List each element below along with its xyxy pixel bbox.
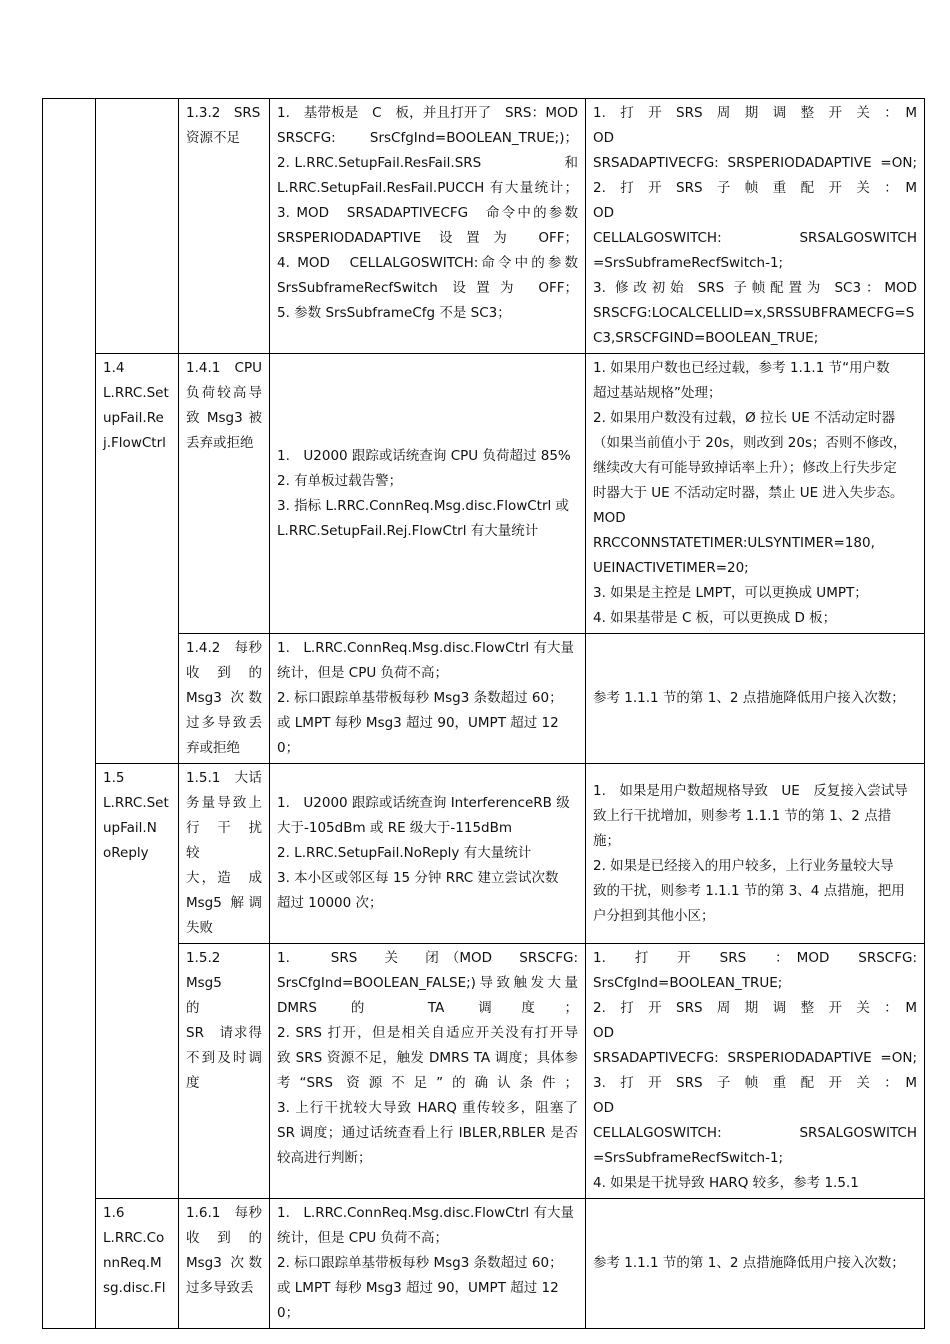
text-line: 较高进行判断； [277, 1150, 372, 1166]
text-line: 收 到 的 [186, 665, 262, 681]
outer-blank-cell [43, 99, 96, 1329]
text-line: 丢弃或拒绝 [186, 435, 254, 451]
text-line: 4. 如果基带是 C 板，可以更换成 D 板； [593, 610, 837, 626]
text-line: 2. L.RRC.SetupFail.ResFail.SRS 和 [277, 155, 578, 171]
text-line: 2. 如果是已经接入的用户较多，上行业务量较大导 [593, 857, 894, 874]
text-line: 过多导致丢 [186, 1280, 254, 1296]
text-line: 1.5.2 [186, 950, 221, 966]
text-line: 1. U2000 跟踪或话统查询 InterferenceRB 级 [277, 795, 570, 811]
text-line: 1. L.RRC.ConnReq.Msg.disc.FlowCtrl 有大量 [277, 640, 574, 656]
text-line: 2. 打 开 SRS 周 期 调 整 开 关 ： MOD [593, 1000, 917, 1041]
text-line: 致 SRS 资源不足，触发 DMRS TA 调度；具体参 [277, 1050, 578, 1066]
text-line: SRSCFG:LOCALCELLID=x,SRSSUBFRAMECFG=S [593, 305, 915, 321]
text-line: 2. 打 开 SRS 子 帧 重 配 开 关 ： MOD [593, 180, 917, 221]
text-line: 2. 如果用户数没有过载，Ø 拉长 UE 不活动定时器 [593, 410, 896, 426]
text-line: SR 调度；通过话统查看上行 IBLER,RBLER 是否 [277, 1125, 578, 1141]
text-line: Msg3 次数 [186, 1255, 262, 1271]
text-line: Msg3 次数 [186, 690, 262, 706]
text-line: 4. MOD CELLALGOSWITCH:命令中的参数 [277, 255, 578, 271]
condition-cell [270, 99, 586, 354]
condition-cell [270, 1199, 586, 1329]
text-line: （如果当前值小于 20s，则改到 20s；否则不修改， [593, 435, 907, 451]
text-line: 资源不足 [186, 130, 240, 146]
text-line: 参考 1.1.1 节的第 1、2 点措施降低用户接入次数； [593, 1255, 905, 1271]
text-line: 3. 如果是主控是 LMPT，可以更换成 UMPT； [593, 585, 868, 601]
text-line: 行 干 扰 较 [186, 820, 276, 861]
text-line: 1.3.2 SRS [186, 105, 261, 121]
text-line: 大于-105dBm 或 RE 级大于-115dBm [277, 820, 513, 836]
text-line: 或 LMPT 每秒 Msg3 超过 90，UMPT 超过 120； [277, 1280, 559, 1321]
text-line: L.RRC.Co [103, 1230, 165, 1246]
condition-cell [270, 634, 586, 764]
text-line: 弃或拒绝 [186, 740, 240, 756]
issue-cell [179, 764, 276, 944]
text-line: DMRS 的 TA 调度； [277, 1000, 578, 1016]
text-line: 2. 有单板过载告警； [277, 472, 403, 489]
text-line: upFail.N [103, 820, 157, 836]
text-line: 超过 10000 次； [277, 895, 383, 911]
table-row [43, 99, 925, 354]
text-line: 不到及时调 [186, 1050, 262, 1066]
text-line: SrsSubframeRecfSwitch 设置为 OFF； [277, 280, 578, 296]
action-cell [586, 354, 925, 634]
action-cell [586, 99, 925, 354]
text-line: 统计，但是 CPU 负荷不高； [277, 1230, 449, 1246]
text-line: 致的干扰，则参考 1.1.1 节的第 3、4 点措施，把用 [593, 882, 905, 899]
text-line: j.FlowCtrl [103, 435, 166, 451]
text-line: 1. L.RRC.ConnReq.Msg.disc.FlowCtrl 有大量 [277, 1205, 574, 1221]
condition-cell [270, 764, 586, 944]
text-line: 3. 上行干扰较大导致 HARQ 重传较多，阻塞了 [277, 1100, 578, 1116]
text-line: 1.5.1 大话 [186, 770, 262, 786]
text-line: 度 [186, 1075, 200, 1091]
text-line: 参考 1.1.1 节的第 1、2 点措施降低用户接入次数； [593, 690, 905, 706]
text-line: 负荷较高导 [186, 385, 262, 401]
text-line: L.RRC.SetupFail.ResFail.PUCCH 有大量统计； [277, 180, 578, 196]
text-line: Msg5 的 [186, 975, 249, 1016]
text-line: 1. 打 开 SRS ： MOD SRSCFG: [593, 950, 917, 966]
text-line: 致上行干扰增加，则参考 1.1.1 节的第 1、2 点措施； [593, 807, 892, 849]
text-line: 务量导致上 [186, 795, 262, 811]
text-line: 5. 参数 SrsSubframeCfg 不是 SC3； [277, 305, 511, 321]
issue-cell [179, 99, 270, 354]
text-line: Msg5 解调 [186, 895, 262, 911]
text-line: 1. 如果用户数也已经过载，参考 1.1.1 节“用户数 [593, 360, 890, 376]
text-line: 3. 指标 L.RRC.ConnReq.Msg.disc.FlowCtrl 或 [277, 497, 570, 514]
issue-cell [179, 634, 270, 764]
text-line: MOD [593, 510, 626, 526]
condition-cell [270, 944, 586, 1199]
text-line: 3. 打 开 SRS 子 帧 重 配 开 关 ： MOD [593, 1075, 917, 1116]
text-line: =SrsSubframeRecfSwitch-1; [593, 1150, 784, 1166]
level1-cell-blank [96, 99, 179, 354]
text-line: SR 请求得 [186, 1025, 262, 1041]
text-line: SRSPERIODADAPTIVE 设置为 OFF； [277, 230, 578, 246]
text-line: L.RRC.Set [103, 795, 169, 811]
table-row [43, 354, 925, 634]
text-line: SrsCfgInd=BOOLEAN_TRUE; [593, 975, 783, 991]
text-line: C3,SRSCFGIND=BOOLEAN_TRUE; [593, 330, 819, 346]
text-line: UEINACTIVETIMER=20; [593, 560, 749, 576]
text-line: 1. U2000 跟踪或话统查询 CPU 负荷超过 85% [277, 447, 571, 464]
issue-cell [179, 354, 270, 634]
text-line: 1. SRS 关 闭 （MOD SRSCFG: [277, 950, 578, 966]
action-cell [586, 634, 925, 764]
text-line: nnReq.M [103, 1255, 162, 1271]
text-line: 大，造 成 [186, 870, 262, 886]
text-line: 2. 标口跟踪单基带板每秒 Msg3 条数超过 60； [277, 1255, 563, 1271]
text-line: 3. 修改初始 SRS 子帧配置为 SC3：MOD [593, 280, 917, 296]
text-line: 2. L.RRC.SetupFail.NoReply 有大量统计 [277, 845, 532, 861]
text-line: SRSCFG: SrsCfgInd=BOOLEAN_TRUE;)； [277, 130, 578, 146]
text-line: =SrsSubframeRecfSwitch-1; [593, 255, 784, 271]
text-line: L.RRC.Set [103, 385, 169, 401]
text-line: sg.disc.Fl [103, 1280, 166, 1296]
text-line: 失败 [186, 920, 213, 936]
text-line: 考“SRS 资源不足”的确认条件； [277, 1075, 578, 1091]
text-line: oReply [103, 845, 149, 861]
action-cell [586, 944, 925, 1199]
text-line: CELLALGOSWITCH: SRSALGOSWITCH [593, 1125, 917, 1141]
text-line: RRCCONNSTATETIMER:ULSYNTIMER=180, [593, 535, 875, 551]
text-line: 过多导致丢 [186, 715, 262, 731]
text-line: 3. MOD SRSADAPTIVECFG 命令中的参数 [277, 205, 578, 221]
action-cell [586, 1199, 925, 1329]
category-cell [96, 764, 179, 1199]
text-line: 户分担到其他小区； [593, 907, 715, 924]
text-line: 时器大于 UE 不活动定时器，禁止 UE 进入失步态。 [593, 485, 904, 501]
text-line: 4. 如果是干扰导致 HARQ 较多，参考 1.5.1 [593, 1175, 859, 1191]
condition-cell [270, 354, 586, 634]
text-line: L.RRC.SetupFail.Rej.FlowCtrl 有大量统计 [277, 522, 539, 539]
table-row [43, 764, 925, 944]
text-line: SRSADAPTIVECFG: SRSPERIODADAPTIVE =ON; [593, 155, 917, 171]
text-line: 1. 基带板是 C 板，并且打开了 SRS：MOD [277, 105, 578, 121]
text-line: upFail.Re [103, 410, 164, 426]
text-line: 统计，但是 CPU 负荷不高； [277, 665, 449, 681]
text-line: 收 到 的 [186, 1230, 262, 1246]
text-line: SRSADAPTIVECFG: SRSPERIODADAPTIVE =ON; [593, 1050, 917, 1066]
text-line: 3. 本小区或邻区每 15 分钟 RRC 建立尝试次数 [277, 870, 559, 886]
text-line: CELLALGOSWITCH: SRSALGOSWITCH [593, 230, 917, 246]
text-line: 1.6 [103, 1205, 125, 1221]
text-line: 1. 打 开 SRS 周 期 调 整 开 关 ： MOD [593, 105, 917, 146]
text-line: 1.5 [103, 770, 125, 786]
issue-cell [179, 1199, 270, 1329]
text-line: 2. 标口跟踪单基带板每秒 Msg3 条数超过 60； [277, 690, 563, 706]
table-row [43, 1199, 925, 1329]
category-cell [96, 354, 179, 764]
category-cell [96, 1199, 179, 1329]
text-line: 继续改大有可能导致掉话率上升）；修改上行失步定 [593, 460, 897, 476]
issue-cell [179, 944, 270, 1199]
text-line: 1.4 [103, 360, 125, 376]
text-line: 2. SRS 打开，但是相关自适应开关没有打开导 [277, 1025, 578, 1041]
text-line: 超过基站规格”处理； [593, 385, 722, 401]
text-line: SrsCfgInd=BOOLEAN_FALSE;)导致触发大量 [277, 975, 578, 991]
text-line: 致 Msg3 被 [186, 410, 262, 426]
text-line: 1.4.1 CPU [186, 360, 262, 376]
text-line: 1.4.2 每秒 [186, 640, 262, 656]
troubleshooting-table [42, 98, 925, 1329]
text-line: 或 LMPT 每秒 Msg3 超过 90，UMPT 超过 120； [277, 715, 559, 756]
action-cell [586, 764, 925, 944]
text-line: 1. 如果是用户数超规格导致 UE 反复接入尝试导 [593, 782, 908, 799]
text-line: 1.6.1 每秒 [186, 1205, 262, 1221]
